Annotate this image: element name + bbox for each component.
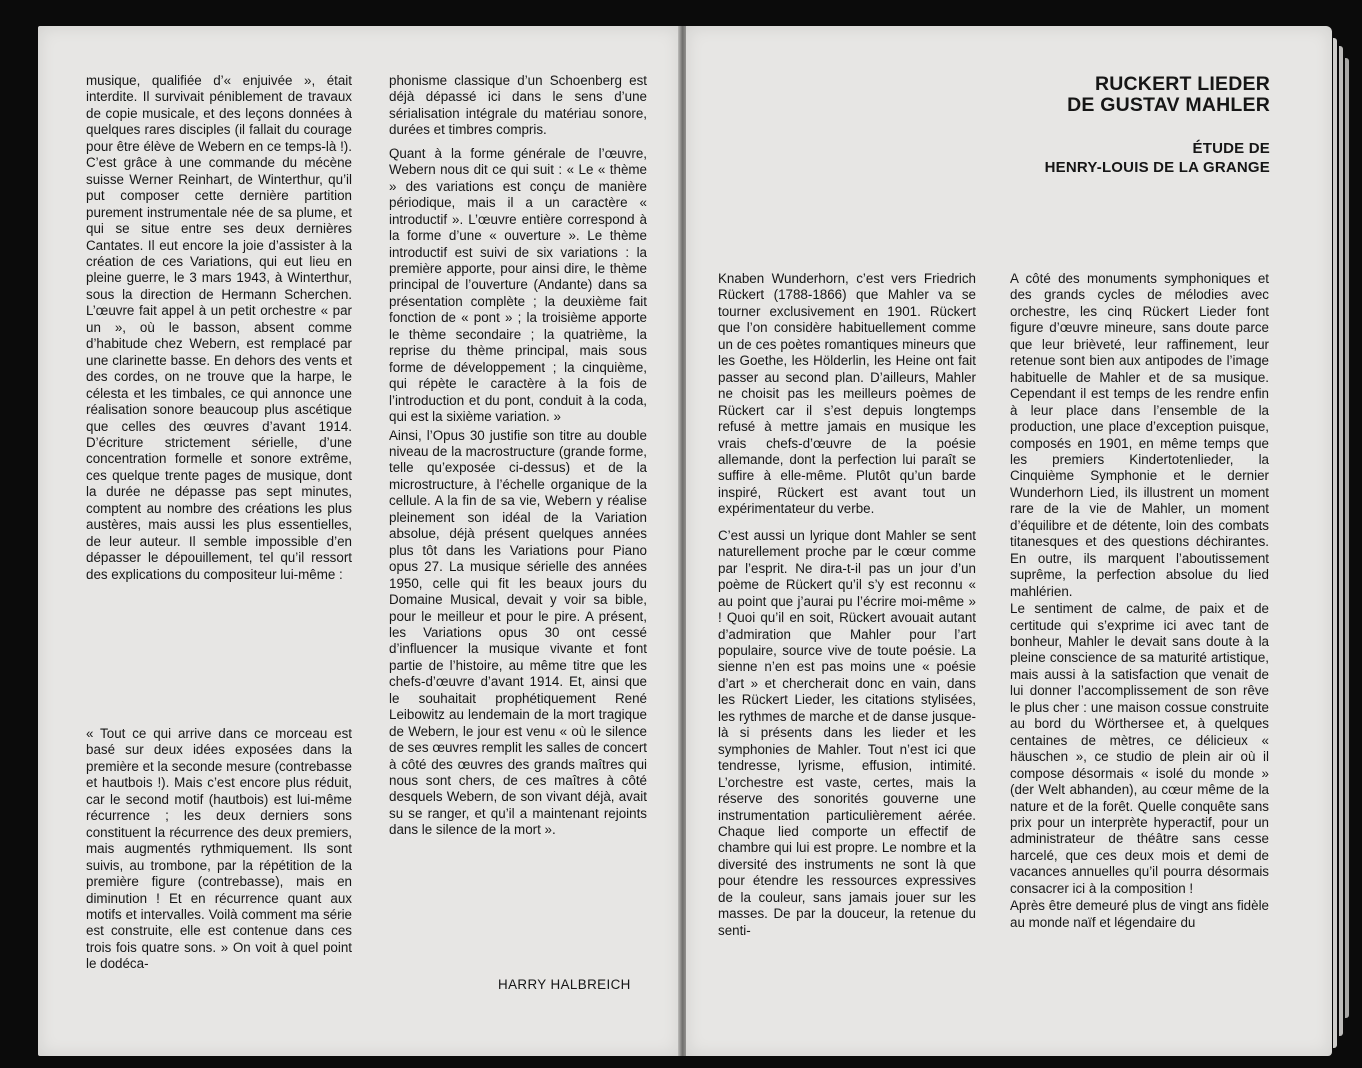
- page-edge: [1339, 46, 1343, 1036]
- title-line: DE GUSTAV MAHLER: [1067, 94, 1270, 116]
- page-edge: [1333, 38, 1337, 1048]
- author-signature: HARRY HALBREICH: [498, 977, 631, 992]
- article-title: [850, 74, 1270, 116]
- paragraph: Ainsi, l’Opus 30 justifie son titre au double niveau de la macrostructure (grande forme, telle qu’exposée ci-dessus) et de la microstructure, à l’échelle organique de la cellule. A la fin de sa vie, Webern y réalise pleinement son idéal de la Variation absolue, déjà présent quelques années plus tôt dans les Variations pour Piano opus 27. La musique sérielle des années 1950, celle qui fit les beaux jours du Domaine Musical, devait y voir sa bible, pour le meilleur et pour le pire. A présent, les Variations opus 30 ont cessé d’influencer la musique vivante et font partie de l’histoire, au même titre que les chefs-d’œuvre d’avant 1914. Et, ainsi que le souhaitait prophétiquement René Leibowitz au lendemain de la mort tragique de Webern, le jour est venu « où le silence de ses œuvres remplit les salles de concert à côté des œuvres des grands maîtres qui nous sont chers, de ces maîtres à côté desquels Webern, de son vivant déjà, avait su se ranger, et qu’il a maintenant rejoints dans le silence de la mort ».: [389, 427, 647, 838]
- paragraph: « Tout ce qui arrive dans ce morceau est basé sur deux idées exposées dans la première et la seconde mesure (contrebasse et hautbois !). Mais c’est encore plus réduit, car le second motif (hautbois) est lui-même récurrence ; les deux derniers sons constituent la récurrence des deux premiers, mais augmentés rythmiquement. Ils sont suivis, au trombone, par la répétition de la première figure (contrebasse), mais en diminution ! Et en récurrence quant aux motifs et intervalles. Voilà comment ma série est construite, elle est contenue dans ces trois fois quatre sons. » On voit à quel point le dodéca-: [86, 726, 352, 972]
- paragraph: A côté des monuments symphoniques et des grands cycles de mélodies avec orchestre, les cinq Rückert Lieder font figure d’œuvre mineure, sans doute parce que leur brièveté, leur raffinement, leur retenue sont bien aux antipodes de l’image habituelle de Mahler et de sa musique. Cependant il est temps de les rendre enfin à leur place dans l’ensemble de la production, une place d’exception puisque, composés en 1901, en même temps que les premiers Kindertotenlieder, la Cinquième Symphonie et le dernier Wunderhorn Lied, ils illustrent un moment rare de la vie de Mahler, un moment d’équilibre et de détente, loin des combats titanesques et des questions déchirantes. En outre, ils marquent l’aboutissement suprême, la perfection absolue du lied mahlérien.: [1010, 271, 1269, 599]
- left-column-1-quote: [86, 726, 352, 973]
- paragraph: C’est aussi un lyrique dont Mahler se sent naturellement proche par le cœur comme par l’esprit. Ne dira-t-il pas un jour d’un poème de Rückert qu’il s’y est reconnu « au point que j’aurai pu l’écrire moi-même » ! Quoi qu’il en soit, Rückert avouait autant d’admiration que Mahler pour l’art populaire, source vive de toute poésie. La sienne n’en est pas moins une « poésie d’art » et chercherait donc en vain, dans les Rückert Lieder, les citations stylisées, les rythmes de marche et de danse jusque-là si présents dans les lieder et les symphonies de Mahler. Tout n’est ici que tendresse, lyrisme, effusion, intimité. L’orchestre est vaste, certes, mais la réserve des sonorités gouverne une instrumentation particulièrement aérée. Chaque lied comporte un effectif de chambre qui lui est propre. Le nombre et la diversité des instruments ne sont là que pour étendre les ressources expressives de la couleur, sans jamais jouer sur les masses. De par la douceur, la retenue du senti-: [718, 527, 976, 938]
- left-column-2: [389, 73, 647, 839]
- paragraph: Le sentiment de calme, de paix et de certitude qui s’exprime ici avec tant de bonheur, Mahler le devait sans doute à la pleine conscience de sa maturité artistique, mais aussi à la satisfaction que venait de lui donner l’accomplissement de son rêve le plus cher : une maison cossue construite au bord du Wörthersee et, à quelques centaines de mètres, ce délicieux « häuschen », ce studio de plein air où il compose désormais « isolé du monde » (der Welt abhanden), au cœur même de la nature et de la forêt. Quelle conquête sans prix pour un interprète hyperactif, pour un administrateur de théâtre sans cesse harcelé, que ces deux mois et demi de vacances annuelles qu’il pourra désormais consacrer ici à la composition !: [1010, 601, 1269, 896]
- right-column-1: [718, 271, 976, 939]
- subtitle-line: HENRY-LOUIS DE LA GRANGE: [1044, 158, 1270, 176]
- paragraph: Après être demeuré plus de vingt ans fidèle au monde naïf et légendaire du: [1010, 898, 1269, 930]
- paragraph: Quant à la forme générale de l’œuvre, Webern nous dit ce qui suit : « Le « thème » des variations est conçu de manière périodique, mais il a un caractère « introductif ». L’œuvre entière correspond à la forme d’une « ouverture ». Le thème introductif est suivi de six variations : la première apporte, pour ainsi dire, le thème principal de l’ouverture (Andante) dans sa présentation complète ; la deuxième fait fonction de « pont » ; la troisième apporte le thème secondaire ; la quatrième, la reprise du thème principal, mais sous forme de développement ; la cinquième, qui répète le caractère à la fois de l’introduction et du pont, conduit à la coda, qui est la sixième variation. »: [389, 145, 647, 425]
- paragraph: Knaben Wunderhorn, c’est vers Friedrich Rückert (1788-1866) que Mahler va se tourner exclusivement en 1901. Rückert que l’on considère habituellement comme un de ces poètes romantiques mineurs que les Goethe, les Hölderlin, les Heine ont fait passer au second plan. D’ailleurs, Mahler ne choisit pas les meilleurs poèmes de Rückert car il s’est depuis longtemps refusé à mettre jamais en musique les vrais chefs-d’œuvre de la poésie allemande, dont la perfection lui paraît se suffire à elle-même. Plutôt qu’un barde inspiré, Rückert est avant tout un expérimentateur du verbe.: [718, 271, 976, 517]
- article-subtitle: [850, 140, 1270, 177]
- left-column-1: [86, 73, 352, 583]
- title-line: RUCKERT LIEDER: [1094, 73, 1270, 95]
- subtitle-line: ÉTUDE DE: [1192, 140, 1270, 157]
- paragraph: phonisme classique d’un Schoenberg est déjà dépassé ici dans le sens d’une sérialisation intégrale du matériau sonore, durées et timbres compris.: [389, 73, 647, 138]
- right-column-2: [1010, 271, 1269, 931]
- page-edge: [1345, 58, 1349, 1018]
- paragraph: musique, qualifiée d’« enjuivée », était interdite. Il survivait péniblement de travaux de copie musicale, et des leçons données à quelques rares disciples (il fallait du courage pour être élève de Webern en ce temps-là !). C’est grâce à une commande du mécène suisse Werner Reinhart, de Winterthur, qu’il put composer cette dernière partition purement instrumentale née de sa plume, et qui se situe entre ses deux dernières Cantates. Il eut encore la joie d’assister à la création de ces Variations, qui eut lieu en pleine guerre, le 3 mars 1943, à Winterthur, sous la direction de Hermann Scherchen. L’œuvre fait appel à un petit orchestre « par un », où le basson, absent comme d’habitude chez Webern, est remplacé par une clarinette basse. En dehors des vents et des cordes, on ne trouve que la harpe, le célesta et les timbales, ce qui annonce une réalisation sonore beaucoup plus ascétique que celles des œuvres d’avant 1914. D’écriture strictement sérielle, d’une concentration formelle et sonore extrême, ces quelque trente pages de musique, dont la durée ne dépasse pas sept minutes, comptent au nombre des créations les plus austères, mais aussi les plus essentielles, de leur auteur. Il semble impossible d’en dépasser le dépouillement, tel qu’il ressort des explications du compositeur lui-même :: [86, 73, 352, 582]
